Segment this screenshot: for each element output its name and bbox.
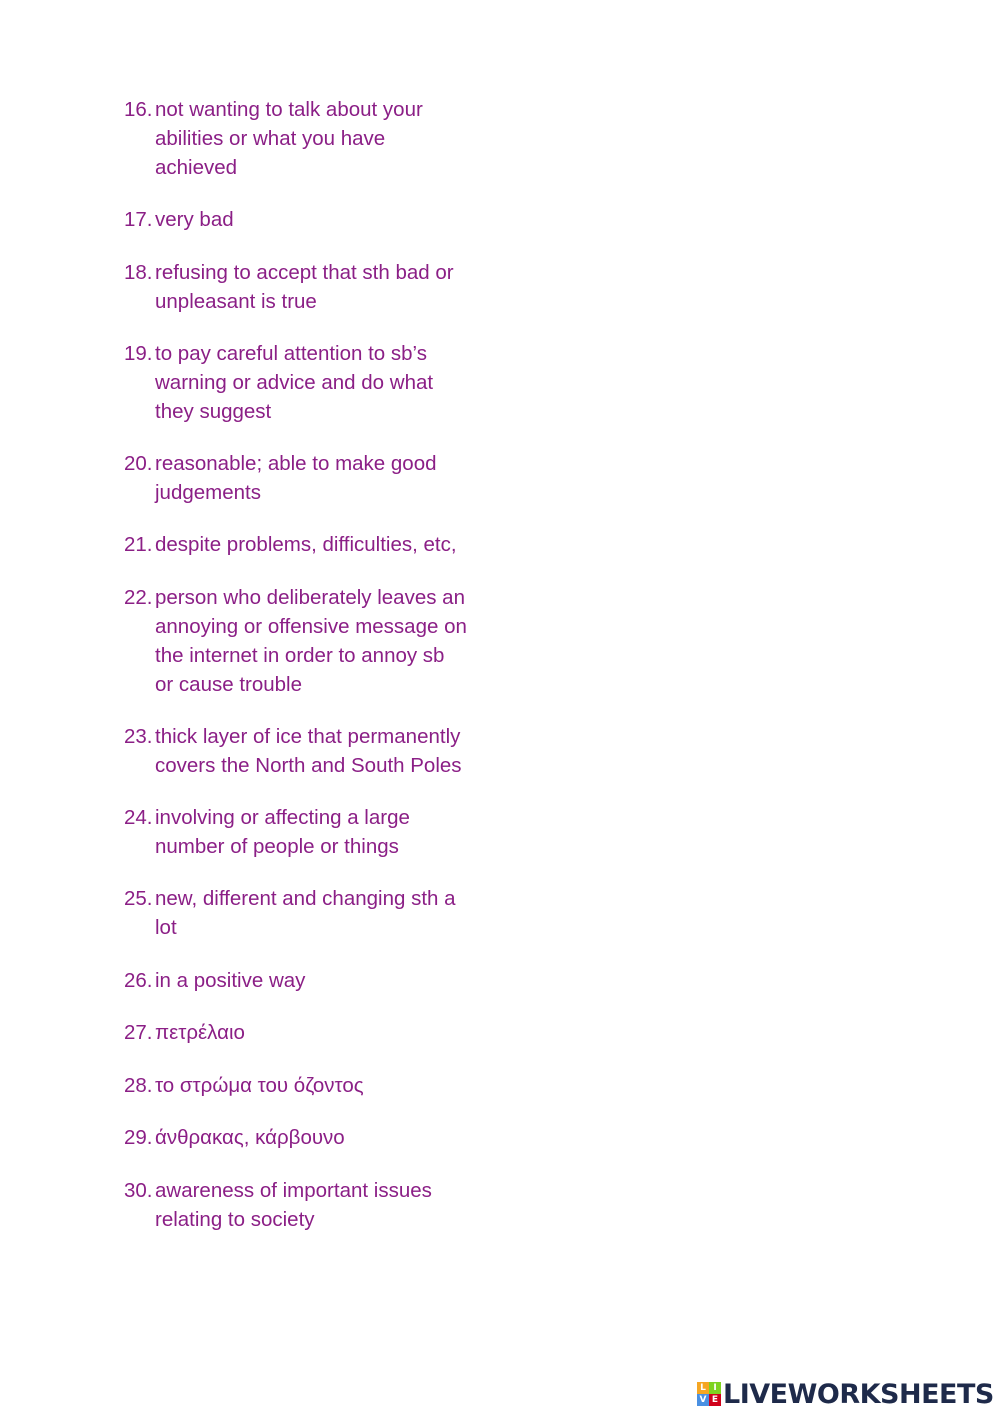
item-text: despite problems, difficulties, etc, [155, 533, 457, 556]
item-number: 23. [124, 725, 153, 748]
item-number: 20. [124, 452, 153, 475]
item-text: reasonable; able to make good judgements [155, 452, 437, 504]
item-number: 19. [124, 342, 153, 365]
list-item [124, 449, 494, 507]
list-item [124, 339, 494, 426]
item-text: in a positive way [155, 969, 306, 992]
list-item [124, 803, 494, 861]
liveworksheets-logo[interactable] [697, 1379, 994, 1409]
item-text: person who deliberately leaves an annoying or offensive message on the internet in order to annoy sb or cause trouble [155, 586, 467, 696]
item-text: involving or affecting a large number of people or things [155, 806, 410, 858]
item-text: το στρώμα του όζοντος [155, 1074, 364, 1097]
item-number: 18. [124, 261, 153, 284]
item-number: 21. [124, 533, 153, 556]
list-item [124, 1018, 494, 1047]
item-number: 28. [124, 1074, 153, 1097]
item-text: to pay careful attention to sb’s warning or advice and do what they suggest [155, 342, 434, 423]
list-item [124, 966, 494, 995]
list-item [124, 884, 494, 942]
list-item [124, 1123, 494, 1152]
logo-letter: L [697, 1382, 709, 1394]
list-item [124, 1176, 494, 1234]
item-number: 25. [124, 887, 153, 910]
item-number: 26. [124, 969, 153, 992]
item-text: very bad [155, 208, 234, 231]
list-item [124, 583, 494, 699]
list-item [124, 1071, 494, 1100]
logo-letter: E [709, 1394, 721, 1406]
list-item [124, 205, 494, 234]
item-text: new, different and changing sth a lot [155, 887, 456, 939]
item-text: not wanting to talk about your abilities or what you have achieved [155, 98, 423, 179]
item-number: 17. [124, 208, 153, 231]
logo-letter: I [709, 1382, 721, 1394]
item-text: refusing to accept that sth bad or unpleasant is true [155, 261, 454, 313]
item-number: 27. [124, 1021, 153, 1044]
item-text: άνθρακας, κάρβουνο [155, 1126, 345, 1149]
list-item [124, 530, 494, 559]
list-item [124, 258, 494, 316]
logo-letter: V [697, 1394, 709, 1406]
item-text: thick layer of ice that permanently covers the North and South Poles [155, 725, 462, 777]
item-text: awareness of important issues relating to society [155, 1179, 432, 1231]
liveworksheets-icon [697, 1382, 721, 1406]
item-number: 16. [124, 98, 153, 121]
item-number: 30. [124, 1179, 153, 1202]
item-text: πετρέλαιο [155, 1021, 245, 1044]
item-number: 22. [124, 586, 153, 609]
list-item [124, 722, 494, 780]
item-number: 24. [124, 806, 153, 829]
item-number: 29. [124, 1126, 153, 1149]
list-item [124, 95, 494, 182]
liveworksheets-wordmark: LIVEWORKSHEETS [723, 1378, 994, 1410]
